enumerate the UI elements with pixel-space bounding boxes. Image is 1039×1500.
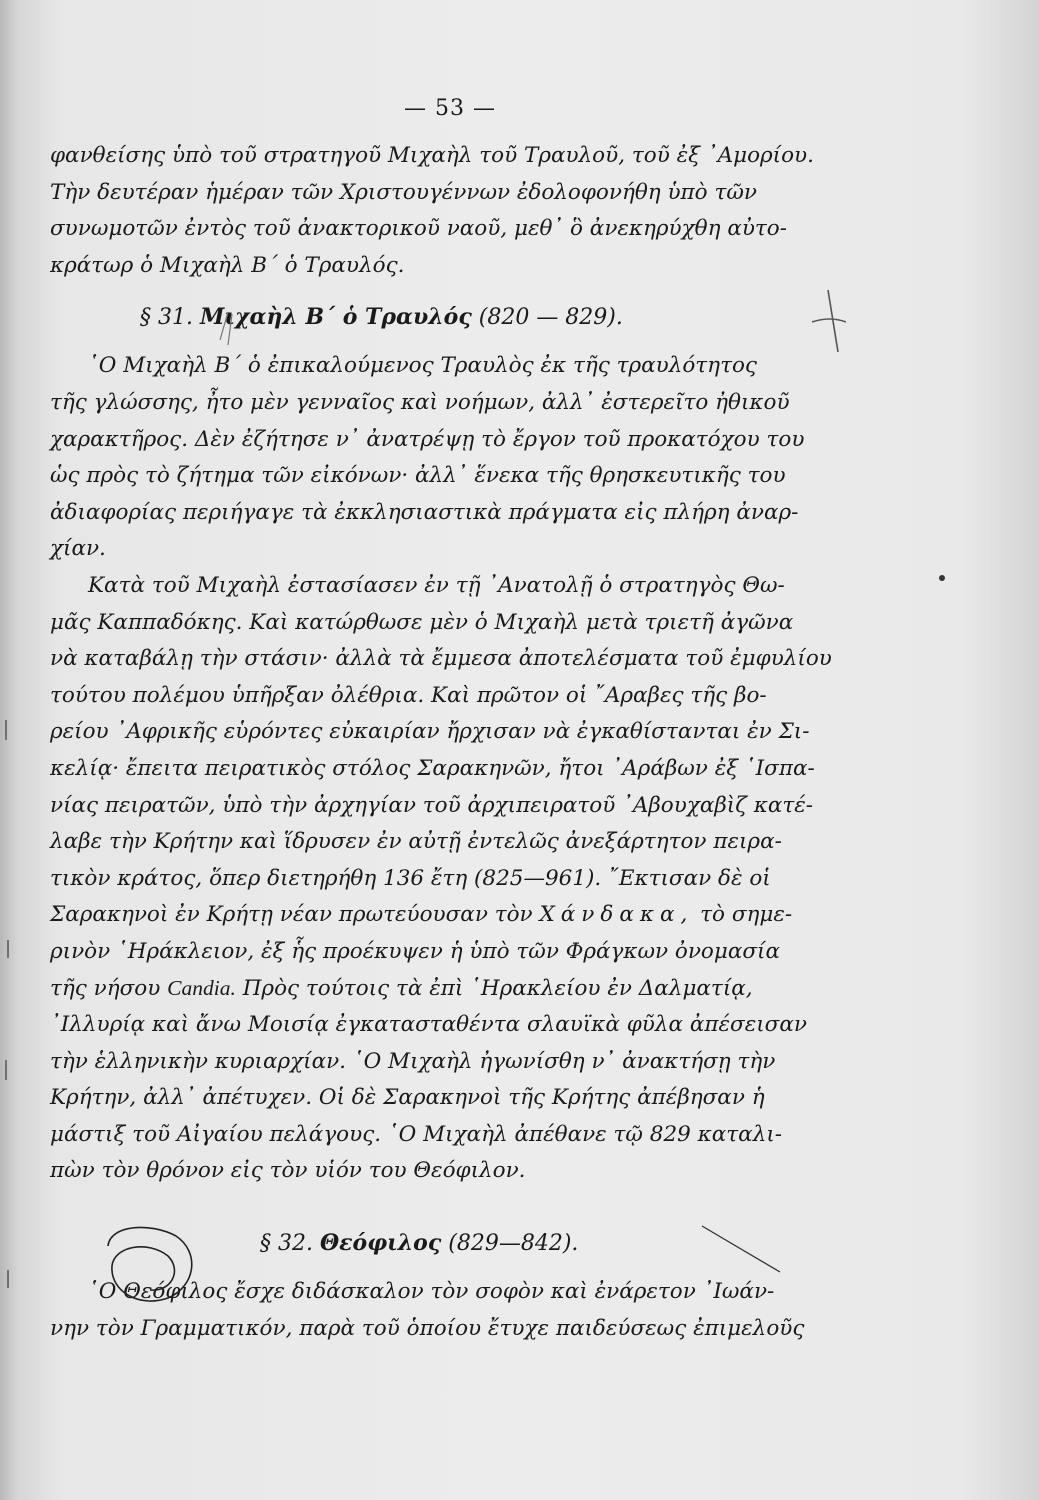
- text-line: ῾Ο Μιχαὴλ Β΄ ὁ ἐπικαλούμενος Τραυλὸς ἐκ τῆς τραυλότητος: [88, 353, 757, 379]
- text-line: τὴν ἑλληνικὴν κυριαρχίαν. ῾Ο Μιχαὴλ ἠγωνίσθη ν᾿ ἀνακτήσῃ τὴν: [50, 1048, 776, 1074]
- text-line: πὼν τὸν θρόνον εἰς τὸν υἱόν του Θεόφιλον.: [50, 1158, 526, 1184]
- text-line: Τὴν δευτέραν ἡμέραν τῶν Χριστουγέννων ἐδολοφονήθη ὑπὸ τῶν: [50, 179, 757, 205]
- text-line: κράτωρ ὁ Μιχαὴλ Β΄ ὁ Τραυλός.: [50, 252, 405, 278]
- text-line: ῾Ο Θεόφιλος ἔσχε διδάσκαλον τὸν σοφὸν καὶ ἐνάρετον ᾿Ιωάν-: [88, 1279, 775, 1305]
- text-line: φανθείσης ὑπὸ τοῦ στρατηγοῦ Μιχαὴλ τοῦ Τραυλοῦ, τοῦ ἐξ ᾿Αμορίου.: [50, 143, 814, 168]
- text-fragment: Σαρακηνοὶ ἐν Κρήτῃ νέαν πρωτεύουσαν τὸν: [50, 902, 533, 928]
- text-line: κελίᾳ· ἔπειτα πειρατικὸς στόλος Σαρακηνῶν, ἤτοι ᾿Αράβων ἐξ ῾Ισπα-: [50, 755, 815, 781]
- margin-ticks: [6, 720, 8, 1288]
- paragraph-4: [50, 1274, 840, 1347]
- text-line: συνωμοτῶν ἐντὸς τοῦ ἀνακτορικοῦ ναοῦ, μεθ᾿ ὃ ἀνεκηρύχθη αὐτο-: [50, 216, 788, 242]
- text-line: Κατὰ τοῦ Μιχαὴλ ἐστασίασεν ἐν τῇ ᾿Ανατολῇ ὁ στρατηγὸς Θω-: [88, 572, 785, 598]
- text-fragment: Πρὸς τούτοις τὰ ἐπὶ ῾Ηρακλείου ἐν Δαλματίᾳ,: [242, 976, 753, 1002]
- section-title: Θεόφιλος: [319, 1230, 442, 1257]
- text-line: [50, 970, 840, 1007]
- text-line: [50, 897, 840, 934]
- paragraph-2: [50, 348, 840, 568]
- text-line: Κρήτην, ἀλλ᾿ ἀπέτυχεν. Οἱ δὲ Σαρακηνοὶ τῆς Κρήτης ἀπέβησαν ἡ: [50, 1085, 765, 1111]
- text-fragment: τὸ σημε-: [700, 902, 793, 928]
- section-32-heading: [50, 1216, 840, 1270]
- spaced-word: Χάνδακα,: [539, 902, 694, 928]
- text-line: ρείου ᾿Αφρικῆς εὑρόντες εὐκαιρίαν ἤρχισαν νὰ ἐγκαθίστανται ἐν Σι-: [50, 719, 810, 745]
- text-line: ρινὸν ῾Ηράκλειον, ἐξ ἧς προέκυψεν ἡ ὑπὸ τῶν Φράγκων ὀνομασία: [50, 938, 780, 964]
- text-line: νην τὸν Γραμματικόν, παρὰ τοῦ ὁποίου ἔτυχε παιδεύσεως ἐπιμελοῦς: [50, 1315, 805, 1341]
- text-line: νὰ καταβάλῃ τὴν στάσιν· ἀλλὰ τὰ ἔμμεσα ἀποτελέσματα τοῦ ἐμφυλίου: [50, 646, 832, 672]
- text-line: ᾿Ιλλυρίᾳ καὶ ἄνω Μοισίᾳ ἐγκατασταθέντα σλαυϊκὰ φῦλα ἀπέσεισαν: [50, 1012, 807, 1038]
- page-number: — 53 —: [404, 96, 496, 121]
- section-dates: (820 — 829).: [478, 305, 623, 331]
- paragraph-1: [50, 138, 840, 284]
- text-line: ὡς πρὸς τὸ ζήτημα τῶν εἰκόνων· ἀλλ᾿ ἕνεκα τῆς θρησκευτικῆς του: [50, 463, 786, 489]
- section-number: § 32.: [260, 1231, 313, 1257]
- text-line: τικὸν κράτος, ὅπερ διετηρήθη 136 ἔτη (825—961). ῎Εκτισαν δὲ οἱ: [50, 865, 771, 891]
- text-line: νίας πειρατῶν, ὑπὸ τὴν ἀρχηγίαν τοῦ ἀρχιπειρατοῦ ᾿Αβουχαβὶζ κατέ-: [50, 792, 814, 818]
- text-line: χαρακτῆρος. Δὲν ἐζήτησε ν᾿ ἀνατρέψῃ τὸ ἔργον τοῦ προκατόχου του: [50, 426, 805, 452]
- latin-word: Candia.: [167, 976, 236, 1001]
- ink-dot: [939, 575, 945, 581]
- body-text: [50, 138, 840, 1347]
- section-dates: (829—842).: [448, 1231, 579, 1257]
- section-31-heading: [50, 290, 840, 344]
- text-line: χίαν.: [50, 536, 106, 562]
- section-number: § 31.: [140, 305, 193, 331]
- paragraph-3: [50, 568, 840, 1190]
- text-line: μᾶς Καππαδόκης. Καὶ κατώρθωσε μὲν ὁ Μιχαὴλ μετὰ τριετῆ ἀγῶνα: [50, 609, 794, 635]
- text-line: ἀδιαφορίας περιήγαγε τὰ ἐκκλησιαστικὰ πράγματα εἰς πλήρη ἀναρ-: [50, 499, 799, 525]
- text-fragment: τῆς νήσου: [50, 976, 161, 1002]
- text-line: τῆς γλώσσης, ἦτο μὲν γενναῖος καὶ νοήμων, ἀλλ᾿ ἐστερεῖτο ἠθικοῦ: [50, 389, 790, 415]
- text-line: λαβε τὴν Κρήτην καὶ ἵδρυσεν ἐν αὐτῇ ἐντελῶς ἀνεξάρτητον πειρα-: [50, 829, 782, 855]
- section-title: Μιχαὴλ Β΄ ὁ Τραυλός: [199, 304, 472, 331]
- text-line: τούτου πολέμου ὑπῆρξαν ὀλέθρια. Καὶ πρῶτον οἱ ῎Αραβες τῆς βο-: [50, 682, 767, 708]
- text-line: μάστιξ τοῦ Αἰγαίου πελάγους. ῾Ο Μιχαὴλ ἀπέθανε τῷ 829 καταλι-: [50, 1121, 783, 1147]
